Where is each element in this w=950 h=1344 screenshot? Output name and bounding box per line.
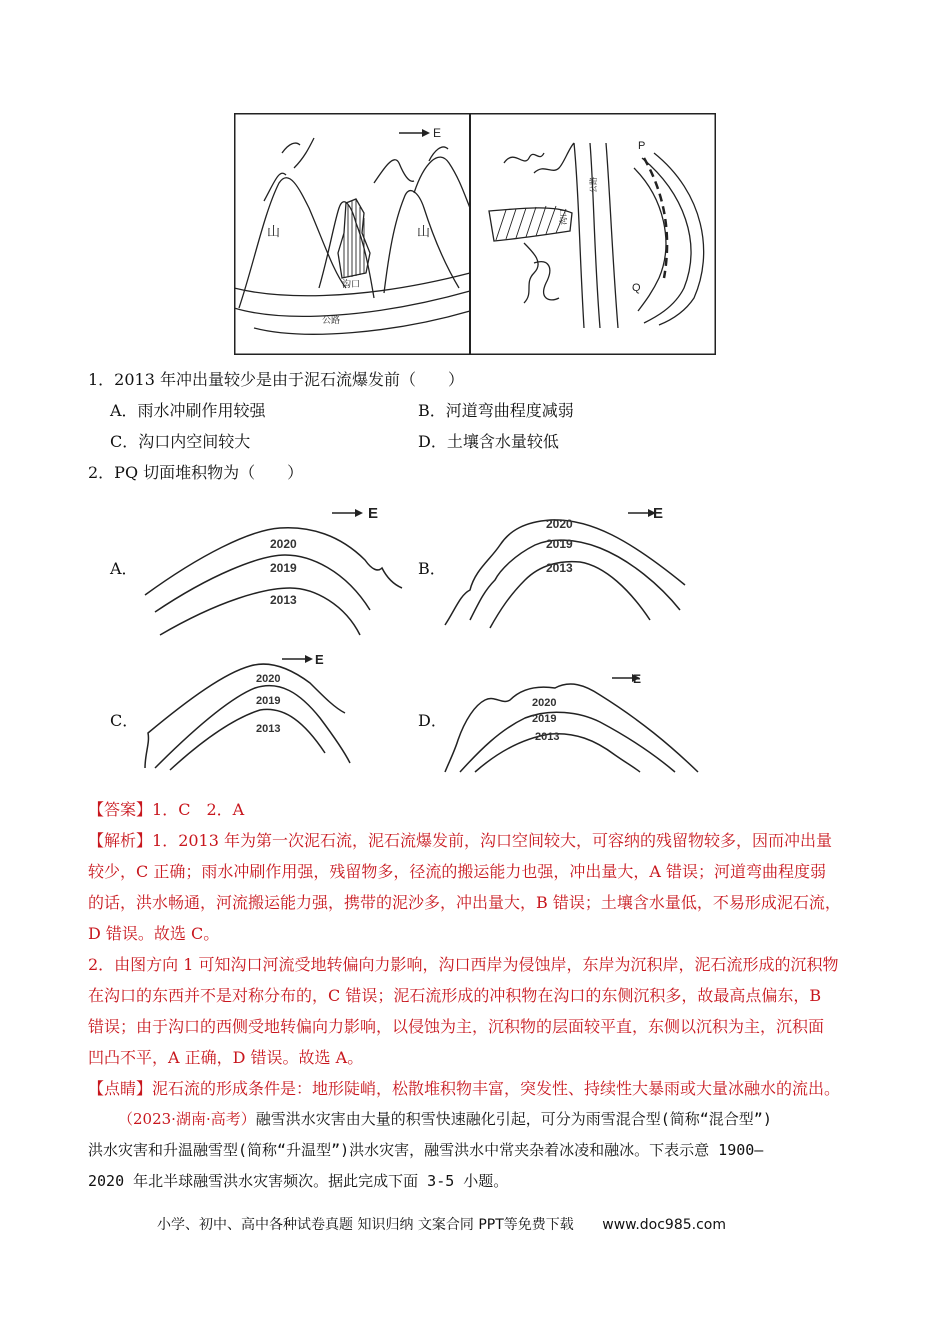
analysis-p1-line-3: 的话，洪水畅通，河流搬运能力强，携带的泥沙多，冲出量大，B 错误；土壤含水量低，不易形成泥石流， <box>88 893 841 912</box>
profile-a-year-2020: 2020 <box>270 537 297 551</box>
pq-section-line <box>644 158 667 278</box>
next-question-intro <box>88 1104 878 1197</box>
q1-option-b[interactable]: B．河道弯曲程度减弱 <box>418 401 574 420</box>
right-panel <box>504 143 704 328</box>
analysis-p2-line-3: 错误；由于沟口的西侧受地转偏向力影响，以侵蚀为主，沉积物的层面较平直，东侧以沉积为主，沉积面 <box>88 1017 825 1036</box>
q1-option-a[interactable]: A．雨水冲刷作用较强 <box>110 401 266 420</box>
profile-a <box>140 500 405 640</box>
analysis-p1-line-4: D 错误。故选 C。 <box>88 924 220 943</box>
profile-d-arrow-e: E <box>633 672 642 686</box>
analysis-p2-line-4: 凹凸不平，A 正确，D 错误。故选 A。 <box>88 1048 364 1067</box>
profile-b-year-2020: 2020 <box>546 517 573 531</box>
profile-b-year-2013: 2013 <box>546 561 573 575</box>
q2-option-d[interactable]: D． <box>418 711 447 730</box>
profile-c <box>140 648 405 773</box>
road-line-2 <box>234 291 470 316</box>
mountain-right <box>384 191 459 293</box>
arrow-e-label: E <box>433 126 442 140</box>
answer-text: 1．C 2．A <box>152 800 245 819</box>
figure-gully-map <box>234 113 716 355</box>
analysis-p1-line-2: 较少，C 正确；雨水冲刷作用强，残留物多，径流的搬运能力也强，冲出量大，A 错误；河道弯曲程度弱 <box>88 862 826 881</box>
road-right-1 <box>574 143 584 328</box>
profile-b <box>440 500 710 640</box>
q2-option-a[interactable]: A． <box>110 559 138 578</box>
road-label-left: 公路 <box>322 315 341 325</box>
analysis-p1-line-1: 1．2013 年为第一次泥石流，泥石流爆发前，沟口空间较大，可容纳的残留物较多，因而冲出量 <box>152 831 833 850</box>
analysis-p2-line-1: 2．由图方向 1 可知沟口河流受地转偏向力影响，沟口西岸为侵蚀岸，东岸为沉积岸，泥石流形成的沉积物 <box>88 955 839 974</box>
p-label: P <box>638 140 646 152</box>
answer-line <box>88 794 244 825</box>
road-line-3 <box>254 311 470 334</box>
profile-b-arrow-e: E <box>653 505 664 522</box>
mountain-label-2: 山 <box>417 224 431 239</box>
q1-option-d[interactable]: D．土壤含水量较低 <box>418 432 559 451</box>
question-2-stem: 2．PQ 切面堆积物为（ ） <box>88 463 304 482</box>
hatched-deposit-left <box>338 199 370 278</box>
profile-a-arrow-e: E <box>368 505 379 522</box>
point-tag: 【点睛】 <box>88 1079 153 1098</box>
profile-c-year-2013: 2013 <box>256 723 281 735</box>
profile-d <box>440 660 710 778</box>
profile-c-year-2019: 2019 <box>256 695 281 707</box>
answer-tag: 【答案】 <box>88 800 153 819</box>
gully-label-right: 沟口 <box>559 209 568 225</box>
road-right-3 <box>606 143 618 328</box>
river-bend-2 <box>654 153 704 325</box>
question-1-stem: 1．2013 年冲出量较少是由于泥石流爆发前（ ） <box>88 370 464 389</box>
footer-url[interactable]: www.doc985.com <box>602 1217 726 1233</box>
gully-label-left: 沟口 <box>342 279 361 289</box>
road-right-2 <box>590 143 600 328</box>
q2-option-c[interactable]: C． <box>110 711 139 730</box>
next-line-1: 融雪洪水灾害由大量的积雪快速融化引起，可分为雨雪混合型(简称“混合型”) <box>255 1110 772 1128</box>
next-line-3: 2020 年北半球融雪洪水灾害频次。据此完成下面 3-5 小题。 <box>88 1172 509 1190</box>
mountain-label-1: 山 <box>267 224 281 239</box>
profile-b-year-2019: 2019 <box>546 537 573 551</box>
profile-d-year-2019: 2019 <box>532 713 557 725</box>
profile-c-year-2020: 2020 <box>256 673 281 685</box>
next-source: （2023·湖南·高考） <box>118 1110 256 1128</box>
profile-d-year-2020: 2020 <box>532 697 557 709</box>
q-label: Q <box>632 282 641 294</box>
profile-a-year-2019: 2019 <box>270 561 297 575</box>
analysis-tag: 【解析】 <box>88 831 153 850</box>
profile-c-arrow-e: E <box>315 652 324 667</box>
analysis-block <box>88 825 878 1104</box>
analysis-p2-line-2: 在沟口的东西并不是对称分布的，C 错误；泥石流形成的冲积物在沟口的东侧沉积多，故最高点偏东，B <box>88 986 822 1005</box>
footer-text: 小学、初中、高中各种试卷真题 知识归纳 文案合同 PPT等免费下载 <box>157 1217 574 1233</box>
profile-d-year-2013: 2013 <box>535 731 560 743</box>
road-label-right: 公路 <box>589 177 598 193</box>
footer <box>157 1214 726 1234</box>
q2-option-b[interactable]: B． <box>418 559 446 578</box>
point-text: 泥石流的形成条件是：地形陡峭，松散堆积物丰富，突发性、持续性大暴雨或大量冰融水的流出。 <box>152 1079 841 1098</box>
next-line-2: 洪水灾害和升温融雪型(简称“升温型”)洪水灾害，融雪洪水中常夹杂着冰凌和融冰。下表示意 1900— <box>88 1141 764 1159</box>
q1-option-c[interactable]: C．沟口内空间较大 <box>110 432 251 451</box>
profile-a-year-2013: 2013 <box>270 593 297 607</box>
